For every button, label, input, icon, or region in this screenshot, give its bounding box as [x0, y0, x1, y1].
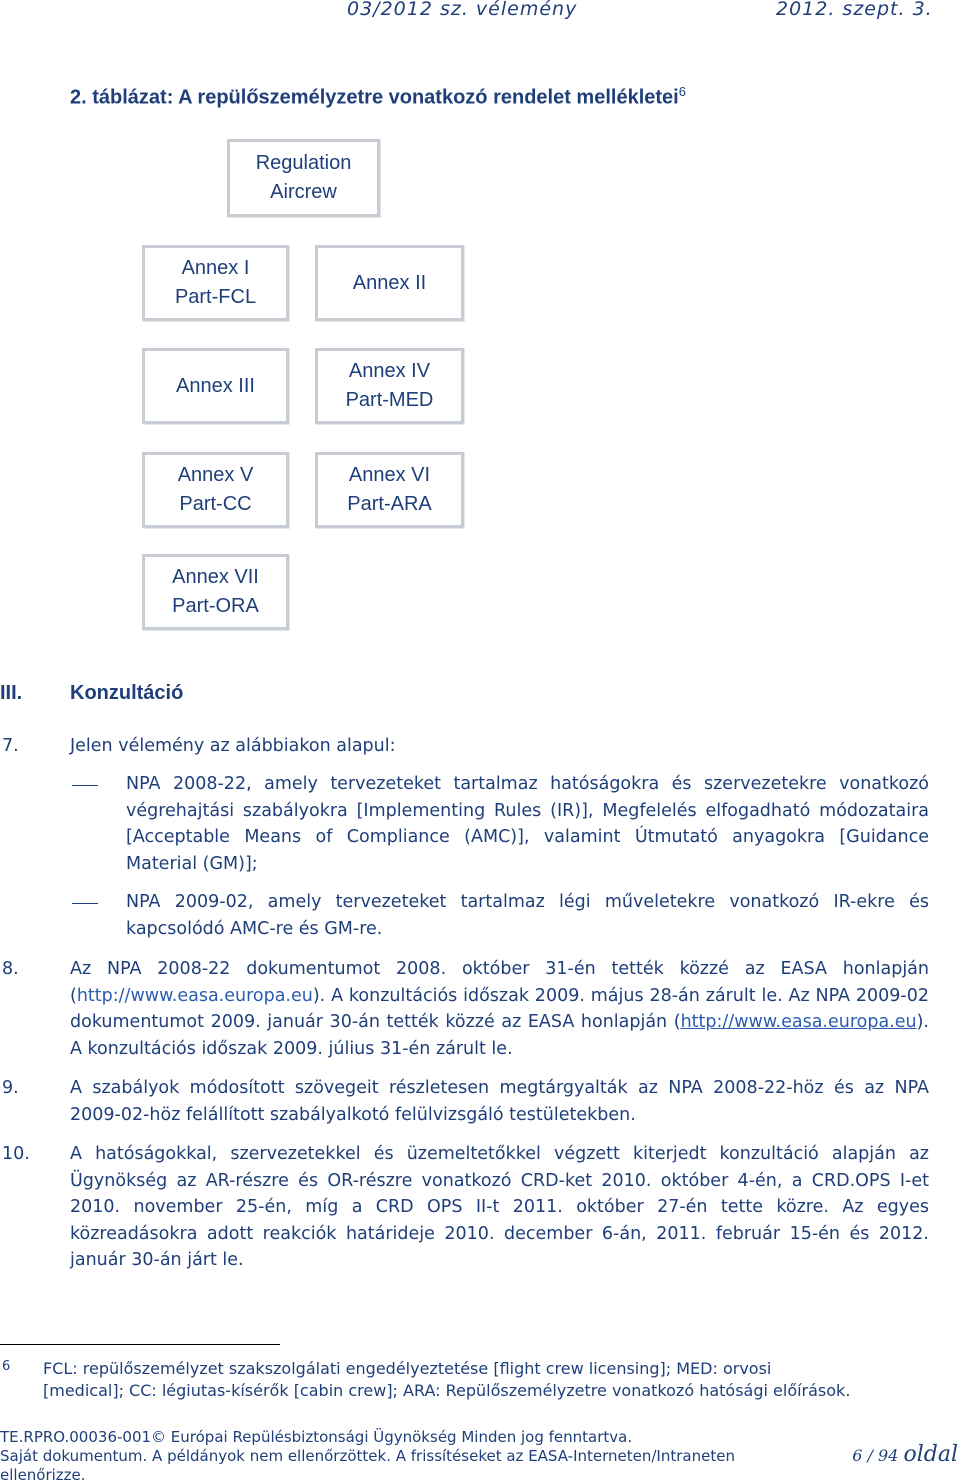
box-line: Annex VI: [348, 464, 431, 486]
footer-notice-continued: ellenőrizze.: [0, 1466, 86, 1484]
paragraph-number: 9.: [2, 1078, 19, 1098]
page-word: oldal: [903, 1442, 958, 1467]
table-title: [70, 84, 686, 110]
box-line: Annex IV: [348, 360, 431, 382]
footnote-separator: [0, 1344, 280, 1345]
paragraph-7-bullet-1: NPA 2008-22, amely tervezeteket tartalmaz hatóságokra és szervezetekre vonatkozó végrehajtási szabályokra [Implementing Rules (IR)], Megfelelés elfogadható módozataira [Acceptable Means of Compliance (AMC)], valamint Útmutató anyagokra [Guidance Material (GM)];: [126, 774, 929, 874]
regulation-aircrew-box: [227, 139, 380, 217]
paragraph-10: A hatóságokkal, szervezetekkel és üzemeltetőkkel végzett kiterjedt konzultáció alapján az Ügynökség az AR-részre és OR-részre vonatkozó CRD-ket 2010. október 4-én, a CRD.OPS I-et 2010. november 25-én, míg a CRD OPS II-t 2011. október 27-én tette közre. Az egyes közreadásokra adott reakciók határideje 2010. december 6-án, 2011. február 15-én és 2012. január 30-án járt le.: [70, 1144, 929, 1270]
paragraph-7-intro: Jelen vélemény az alábbiakon alapul:: [70, 736, 396, 756]
header-date: 2012. szept. 3.: [776, 0, 933, 20]
easa-link[interactable]: http://www.easa.europa.eu: [680, 1012, 917, 1032]
box-line: Annex I: [181, 257, 250, 279]
section-number: III.: [0, 682, 23, 704]
box-line: Part-MED: [345, 389, 434, 411]
easa-link[interactable]: http://www.easa.europa.eu: [76, 985, 313, 1006]
annex-3-box: [142, 348, 289, 424]
footnote-text: FCL: repülőszemélyzet szakszolgálati engedélyeztetése [flight crew licensing]; MED: orvosi [medical]; CC: légiutas-kísérők [cabin crew]; ARA: Repülőszemélyzetre vonatkozó hatósági előírások.: [43, 1359, 851, 1400]
paragraph-8-text: ). A konzultációs időszak 2009. május 28-án zárult le. Az NPA 2009-02 dokumentumot 2009. január 30-án tették közzé az EASA honlapján (: [70, 985, 929, 1032]
box-line: Part-CC: [179, 493, 252, 515]
box-line: Annex II: [352, 271, 427, 294]
box-line: Annex III: [176, 374, 255, 397]
bullet-dash: [72, 903, 98, 904]
paragraph-number: 7.: [2, 736, 19, 756]
page-separator: /: [862, 1446, 879, 1465]
annex-2-box: [315, 245, 464, 321]
footnote-number: 6: [2, 1359, 11, 1374]
section-title: Konzultáció: [70, 682, 184, 704]
box-line: Regulation: [255, 152, 352, 174]
paragraph-8-text: ). A konzultációs időszak 2009. július 31-én zárult le.: [70, 1012, 929, 1059]
current-page: 6: [852, 1446, 863, 1465]
box-line: Aircrew: [270, 181, 337, 203]
paragraph-8-text: Az NPA 2008-22 dokumentumot 2008. október 31-én tették közzé az EASA honlapján (: [70, 959, 929, 1006]
footer-copyright: TE.RPRO.00036-001© Európai Repülésbiztonsági Ügynökség Minden jog fenntartva.: [0, 1428, 633, 1446]
paragraph-number: 8.: [2, 959, 19, 979]
paragraph-7-bullet-2: NPA 2009-02, amely tervezeteket tartalmaz légi műveletekre vonatkozó IR-ekre és kapcsolódó AMC-re és GM-re.: [126, 892, 929, 939]
page-number: [852, 1442, 958, 1467]
bullet-dash: [72, 785, 98, 786]
annex-7-box: [142, 554, 289, 630]
total-pages: 94: [878, 1446, 899, 1465]
footer-notice: Saját dokumentum. A példányok nem ellenőrzöttek. A frissítéseket az EASA-Interneten/Intraneten: [0, 1447, 735, 1465]
box-line: Part-ARA: [347, 493, 432, 515]
box-line: Annex VII: [172, 566, 259, 588]
table-title-text: 2. táblázat: A repülőszemélyzetre vonatkozó rendelet mellékletei: [70, 86, 679, 109]
annex-1-box: [142, 245, 289, 321]
paragraph-number: 10.: [2, 1144, 30, 1164]
box-line: Part-FCL: [174, 286, 257, 308]
box-line: Part-ORA: [172, 595, 259, 617]
annex-6-box: [315, 452, 464, 528]
paragraph-9: A szabályok módosított szövegeit részletesen megtárgyalták az NPA 2008-22-höz és az NPA 2009-02-höz felállított szabályalkotó felülvizsgáló testületekben.: [70, 1078, 929, 1125]
paragraph-8: [70, 956, 929, 1062]
footnote-reference: 6: [678, 84, 686, 99]
annex-4-box: [315, 348, 464, 424]
header-document-number: 03/2012 sz. vélemény: [347, 0, 578, 20]
annex-5-box: [142, 452, 289, 528]
box-line: Annex V: [177, 464, 254, 486]
